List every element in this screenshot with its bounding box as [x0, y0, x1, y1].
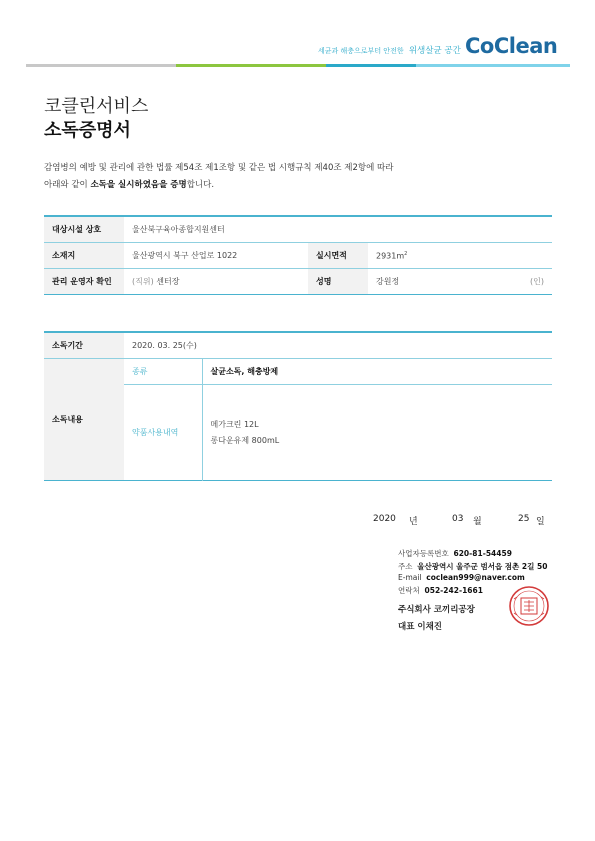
date-month-unit: 월 [473, 517, 482, 527]
company-reg [398, 548, 512, 559]
addr-value: 울산광역시 울주군 범서읍 점촌 2길 50 [417, 562, 548, 571]
company-phone [398, 585, 483, 596]
intro-line-2-post: 합니다. [186, 180, 215, 190]
period-label: 소독기간 [44, 332, 124, 359]
phone-value: 052-242-1661 [424, 586, 483, 595]
certificate-title: 소독증명서 [44, 120, 131, 141]
area-unit-sup: 2 [404, 250, 408, 257]
email-value: coclean999@naver.com [426, 573, 525, 582]
intro-line-2-bold: 소독을 실시하였음을 증명 [90, 180, 187, 190]
type-label: 종류 [124, 359, 202, 385]
facility-row-name [44, 216, 552, 243]
content-label: 소독내용 [44, 359, 124, 481]
chemical-label: 약품사용내역 [132, 428, 179, 437]
intro-line-1: 감염병의 예방 및 관리에 관한 법률 제54조 제1조항 및 같은 법 시행규칙 제40조 제2항에 따라 [44, 163, 394, 173]
manager-label: 관리 운영자 확인 [44, 269, 124, 295]
facility-name-label: 대상시설 상호 [44, 216, 124, 243]
tagline-strong: 위생살균 공간 [408, 46, 461, 56]
intro-paragraph [44, 160, 544, 194]
manager-role: (직위) [132, 277, 154, 286]
date-month: 03 [452, 514, 464, 524]
company-ceo: 대표 이채진 [398, 622, 443, 632]
header-bar-lightblue [416, 64, 570, 67]
coclean-logo [465, 34, 557, 58]
date-year-unit: 년 [409, 517, 418, 527]
area-label: 실시면적 [308, 243, 368, 269]
chemical-line-1: 메가크린 12L [210, 419, 259, 429]
company-email [398, 573, 525, 582]
intro-line-2 [44, 177, 544, 194]
company-seal-stamp [508, 585, 550, 627]
period-row [44, 332, 552, 359]
email-label: E-mail [398, 573, 422, 582]
logo-part-clean: Clean [493, 34, 558, 58]
manager-value [124, 269, 308, 295]
date-day-unit: 일 [536, 517, 545, 527]
logo-part-co: Co [465, 34, 494, 58]
type-row [44, 359, 552, 385]
area-value [368, 243, 552, 269]
facility-name-value: 울산북구육아종합지원센터 [132, 225, 225, 234]
company-address [398, 561, 547, 572]
sign-value [368, 269, 552, 295]
seal-mark: (인) [530, 277, 544, 286]
area-number: 2931m [376, 251, 405, 261]
disinfection-table [44, 331, 552, 481]
sign-label: 성명 [308, 269, 368, 295]
header-tagline [318, 44, 461, 56]
facility-row-address [44, 243, 552, 269]
tagline-text: 세균과 해충으로부터 안전한 [318, 47, 404, 55]
facility-row-manager [44, 269, 552, 295]
date-year: 2020 [373, 514, 396, 524]
header-bar-green [176, 64, 326, 67]
sign-name: 강원정 [376, 277, 400, 286]
service-title: 코클린서비스 [44, 96, 149, 117]
company-name: 주식회사 코끼리공장 [398, 605, 475, 615]
facility-table [44, 215, 552, 295]
chemical-line-2: 롱다운유제 800mL [210, 435, 280, 445]
phone-label: 연락처 [398, 586, 420, 595]
type-value: 살균소독, 해충방제 [202, 359, 552, 385]
header-bar-blue [326, 64, 416, 67]
addr-label: 주소 [398, 562, 413, 571]
period-value: 2020. 03. 25(수) [124, 332, 552, 359]
chemical-value [202, 385, 552, 481]
date-day: 25 [518, 514, 530, 524]
intro-line-2-pre: 아래와 같이 [44, 180, 91, 190]
reg-value: 620-81-54459 [453, 549, 512, 558]
manager-title: 센터장 [156, 277, 180, 286]
address-value: 울산광역시 북구 산업로 1022 [132, 251, 238, 260]
header-bar-grey [26, 64, 176, 67]
reg-label: 사업자등록번호 [398, 549, 449, 558]
address-label: 소재지 [44, 243, 124, 269]
